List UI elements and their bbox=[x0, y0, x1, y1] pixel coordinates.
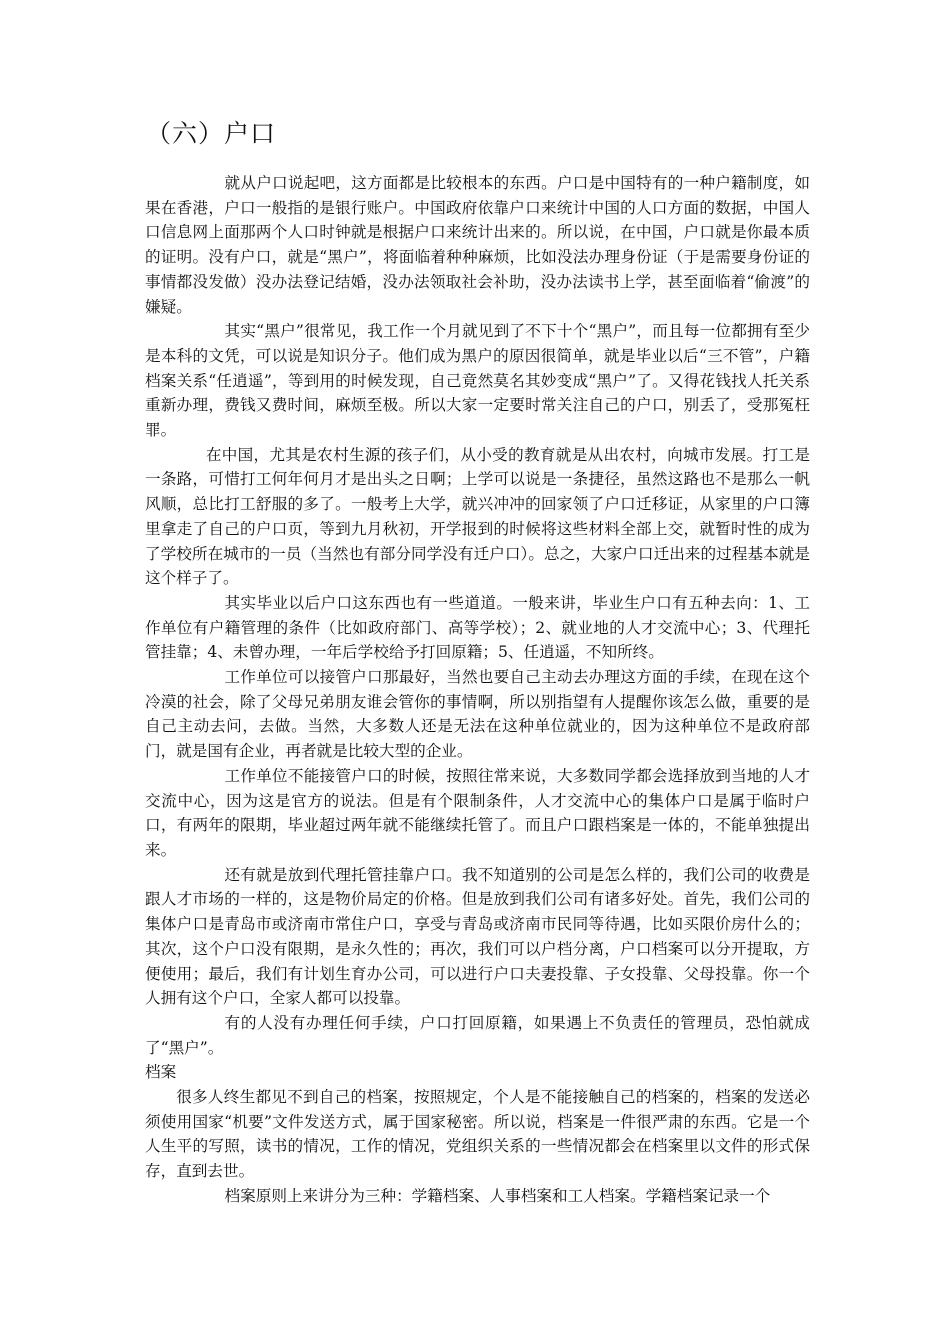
paragraph: 有的人没有办理任何手续，户口打回原籍，如果遇上不负责任的管理员，恐怕就成了“黑户”。 bbox=[145, 1013, 810, 1057]
paragraph: 其实毕业以后户口这东西也有一些道道。一般来讲，毕业生户口有五种去向：1、工作单位有户籍管理的条件（比如政府部门、高等学校）；2、就业地的人才交流中心；3、代理托管挂靠；4、未曾办理，一年后学校给予打回原籍；5、任逍遥，不知所终。 bbox=[145, 593, 810, 662]
paragraph: 在中国，尤其是农村生源的孩子们，从小受的教育就是从出农村，向城市发展。打工是一条路，可惜打工何年何月才是出头之日啊；上学可以说是一条捷径，虽然这路也不是那么一帆风顺，总比打工舒服的多了。一般考上大学，就兴冲冲的回家领了户口迁移证，从家里的户口簿里拿走了自己的户口页，等到九月秋初，开学报到的时候将这些材料全部上交，就暂时性的成为了学校所在城市的一员（当然也有部分同学没有迁户口）。总之，大家户口迁出来的过程基本就是这个样子了。 bbox=[145, 445, 810, 588]
paragraph: 很多人终生都见不到自己的档案，按照规定，个人是不能接触自己的档案的，档案的发送必须使用国家“机要”文件发送方式，属于国家秘密。所以说，档案是一件很严肃的东西。它是一个人生平的写照，读书的情况，工作的情况，党组织关系的一些情况都会在档案里以文件的形式保存，直到去世。 bbox=[145, 1088, 810, 1181]
subheading: 档案 bbox=[145, 1063, 177, 1082]
paragraph: 其实“黑户”很常见，我工作一个月就见到了不下十个“黑户”，而且每一位都拥有至少是本科的文凭，可以说是知识分子。他们成为黑户的原因很简单，就是毕业以后“三不管”，户籍档案关系“任逍遥”，等到用的时候发现，自己竟然莫名其妙变成“黑户”了。又得花钱找人托关系重新办理，费钱又费时间，麻烦至极。所以大家一定要时常关注自己的户口，别丢了，受那冤枉罪。 bbox=[145, 322, 810, 440]
paragraph: 档案原则上来讲分为三种：学籍档案、人事档案和工人档案。学籍档案记录一个 bbox=[224, 1186, 771, 1205]
paragraph: 就从户口说起吧，这方面都是比较根本的东西。户口是中国特有的一种户籍制度，如果在香港，户口一般指的是银行账户。中国政府依靠户口来统计中国的人口方面的数据，中国人口信息网上面那两个人口时钟就是根据户口来统计出来的。所以说，在中国，户口就是你最本质的证明。没有户口，就是“黑户”，将面临着种种麻烦，比如没法办理身份证（于是需要身份证的事情都没发做）没办法登记结婚，没办法领取社会补助，没办法读书上学，甚至面临着“偷渡”的嫌疑。 bbox=[145, 174, 810, 316]
paragraph: 还有就是放到代理托管挂靠户口。我不知道别的公司是怎么样的，我们公司的收费是跟人才市场的一样的，这是物价局定的价格。但是放到我们公司有诸多好处。首先，我们公司的集体户口是青岛市或济南市常住户口，享受与青岛或济南市民同等待遇，比如买限价房什么的；其次，这个户口没有限期，是永久性的；再次，我们可以户档分离，户口档案可以分开提取，方便使用；最后，我们有计划生育办公司，可以进行户口夫妻投靠、子女投靠、父母投靠。你一个人拥有这个户口，全家人都可以投靠。 bbox=[145, 865, 810, 1008]
paragraph: 工作单位可以接管户口那最好，当然也要自己主动去办理这方面的手续，在现在这个冷漠的社会，除了父母兄弟朋友谁会管你的事情啊，所以别指望有人提醒你该怎么做，重要的是自己主动去问，去做。当然，大多数人还是无法在这种单位就业的，因为这种单位不是政府部门，就是国有企业，再者就是比较大型的企业。 bbox=[145, 668, 810, 761]
section-title: （六）户口 bbox=[146, 119, 277, 148]
paragraph: 工作单位不能接管户口的时候，按照往常来说，大多数同学都会选择放到当地的人才交流中心，因为这是官方的说法。但是有个限制条件，人才交流中心的集体户口是属于临时户口，有两年的限期，毕业超过两年就不能继续托管了。而且户口跟档案是一体的，不能单独提出来。 bbox=[145, 766, 810, 859]
document-body bbox=[145, 171, 810, 1209]
